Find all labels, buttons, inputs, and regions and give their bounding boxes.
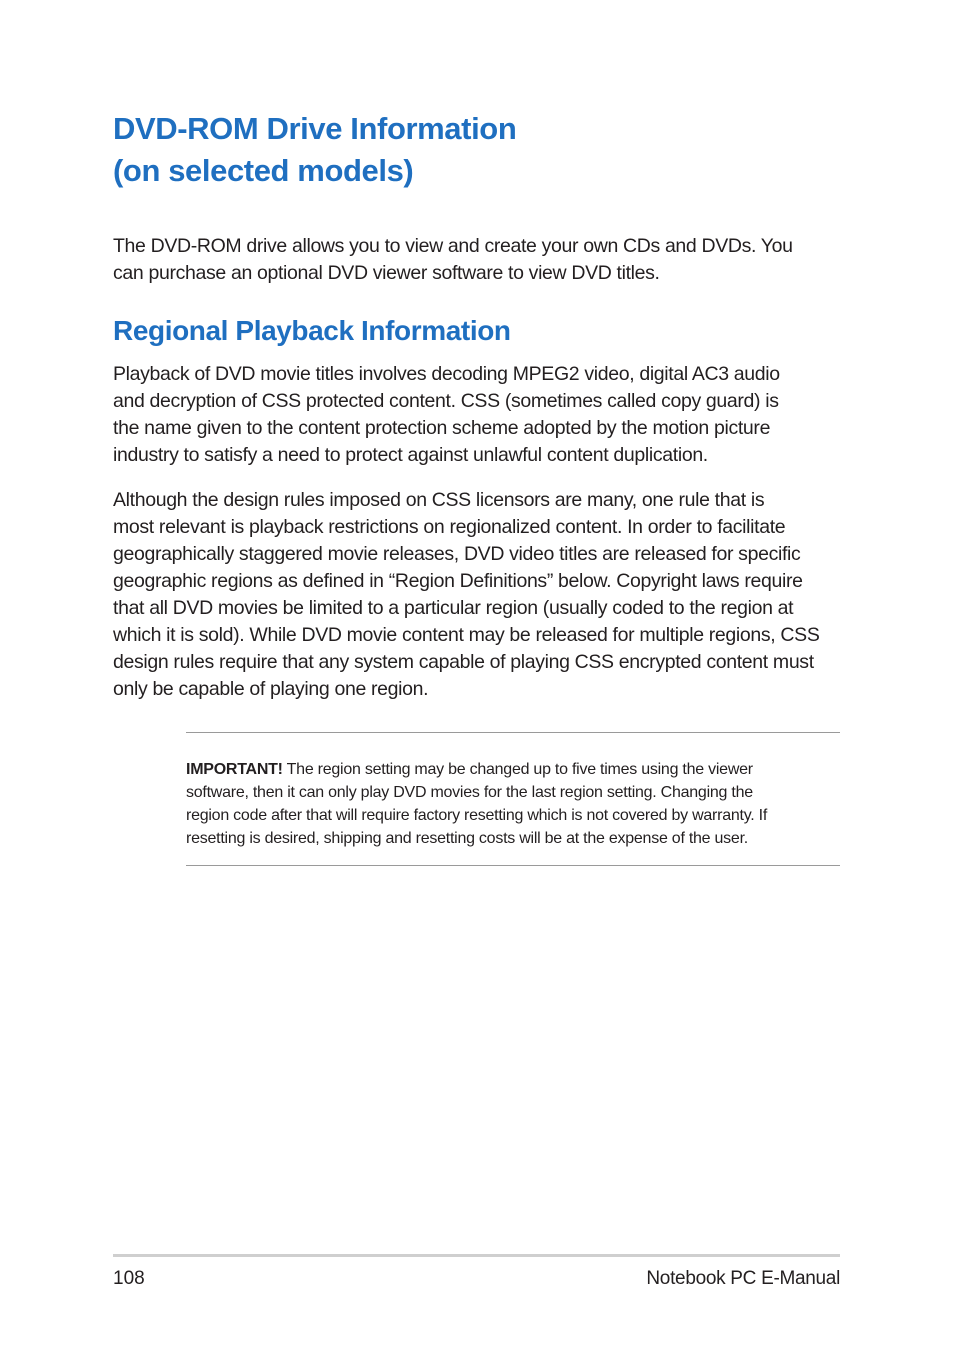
- note-line: software, then it can only play DVD movies for the last region setting. Changing the: [186, 784, 753, 801]
- note-line: resetting is desired, shipping and resetting costs will be at the expense of the user.: [186, 830, 748, 847]
- paragraph-line: geographically staggered movie releases, DVD video titles are released for specific: [113, 543, 801, 565]
- important-note-text: [186, 758, 846, 850]
- page-number: 108: [113, 1268, 145, 1289]
- note-line: [186, 758, 846, 781]
- playback-paragraph: [113, 361, 853, 469]
- design-rules-paragraph: [113, 487, 853, 703]
- paragraph-line: only be capable of playing one region.: [113, 678, 429, 700]
- footer-divider: [113, 1254, 840, 1257]
- section-heading-regional-playback: Regional Playback Information: [113, 315, 511, 346]
- paragraph-line: and decryption of CSS protected content. CSS (sometimes called copy guard) is: [113, 390, 779, 412]
- title-line-1: DVD-ROM Drive Information: [113, 111, 517, 146]
- paragraph-line: that all DVD movies be limited to a particular region (usually coded to the region at: [113, 597, 794, 619]
- important-label: IMPORTANT!: [186, 761, 283, 778]
- intro-paragraph: [113, 233, 853, 287]
- paragraph-line: industry to satisfy a need to protect against unlawful content duplication.: [113, 444, 708, 466]
- title-line-2: (on selected models): [113, 153, 414, 188]
- page-title: [113, 108, 813, 192]
- paragraph-line: geographic regions as defined in “Region Definitions” below. Copyright laws require: [113, 570, 803, 592]
- important-note-box: [186, 732, 840, 866]
- intro-line: The DVD-ROM drive allows you to view and create your own CDs and DVDs. You: [113, 235, 793, 257]
- paragraph-line: which it is sold). While DVD movie content may be released for multiple regions, CSS: [113, 624, 820, 646]
- intro-line: can purchase an optional DVD viewer software to view DVD titles.: [113, 262, 660, 284]
- paragraph-line: design rules require that any system capable of playing CSS encrypted content must: [113, 651, 814, 673]
- paragraph-line: the name given to the content protection scheme adopted by the motion picture: [113, 417, 771, 439]
- manual-name: Notebook PC E-Manual: [646, 1268, 840, 1289]
- note-first-line-text: The region setting may be changed up to five times using the viewer: [282, 761, 753, 778]
- paragraph-line: Playback of DVD movie titles involves decoding MPEG2 video, digital AC3 audio: [113, 363, 780, 385]
- paragraph-line: Although the design rules imposed on CSS licensors are many, one rule that is: [113, 489, 765, 511]
- paragraph-line: most relevant is playback restrictions on regionalized content. In order to facilitate: [113, 516, 786, 538]
- note-line: region code after that will require factory resetting which is not covered by warranty. If: [186, 807, 768, 824]
